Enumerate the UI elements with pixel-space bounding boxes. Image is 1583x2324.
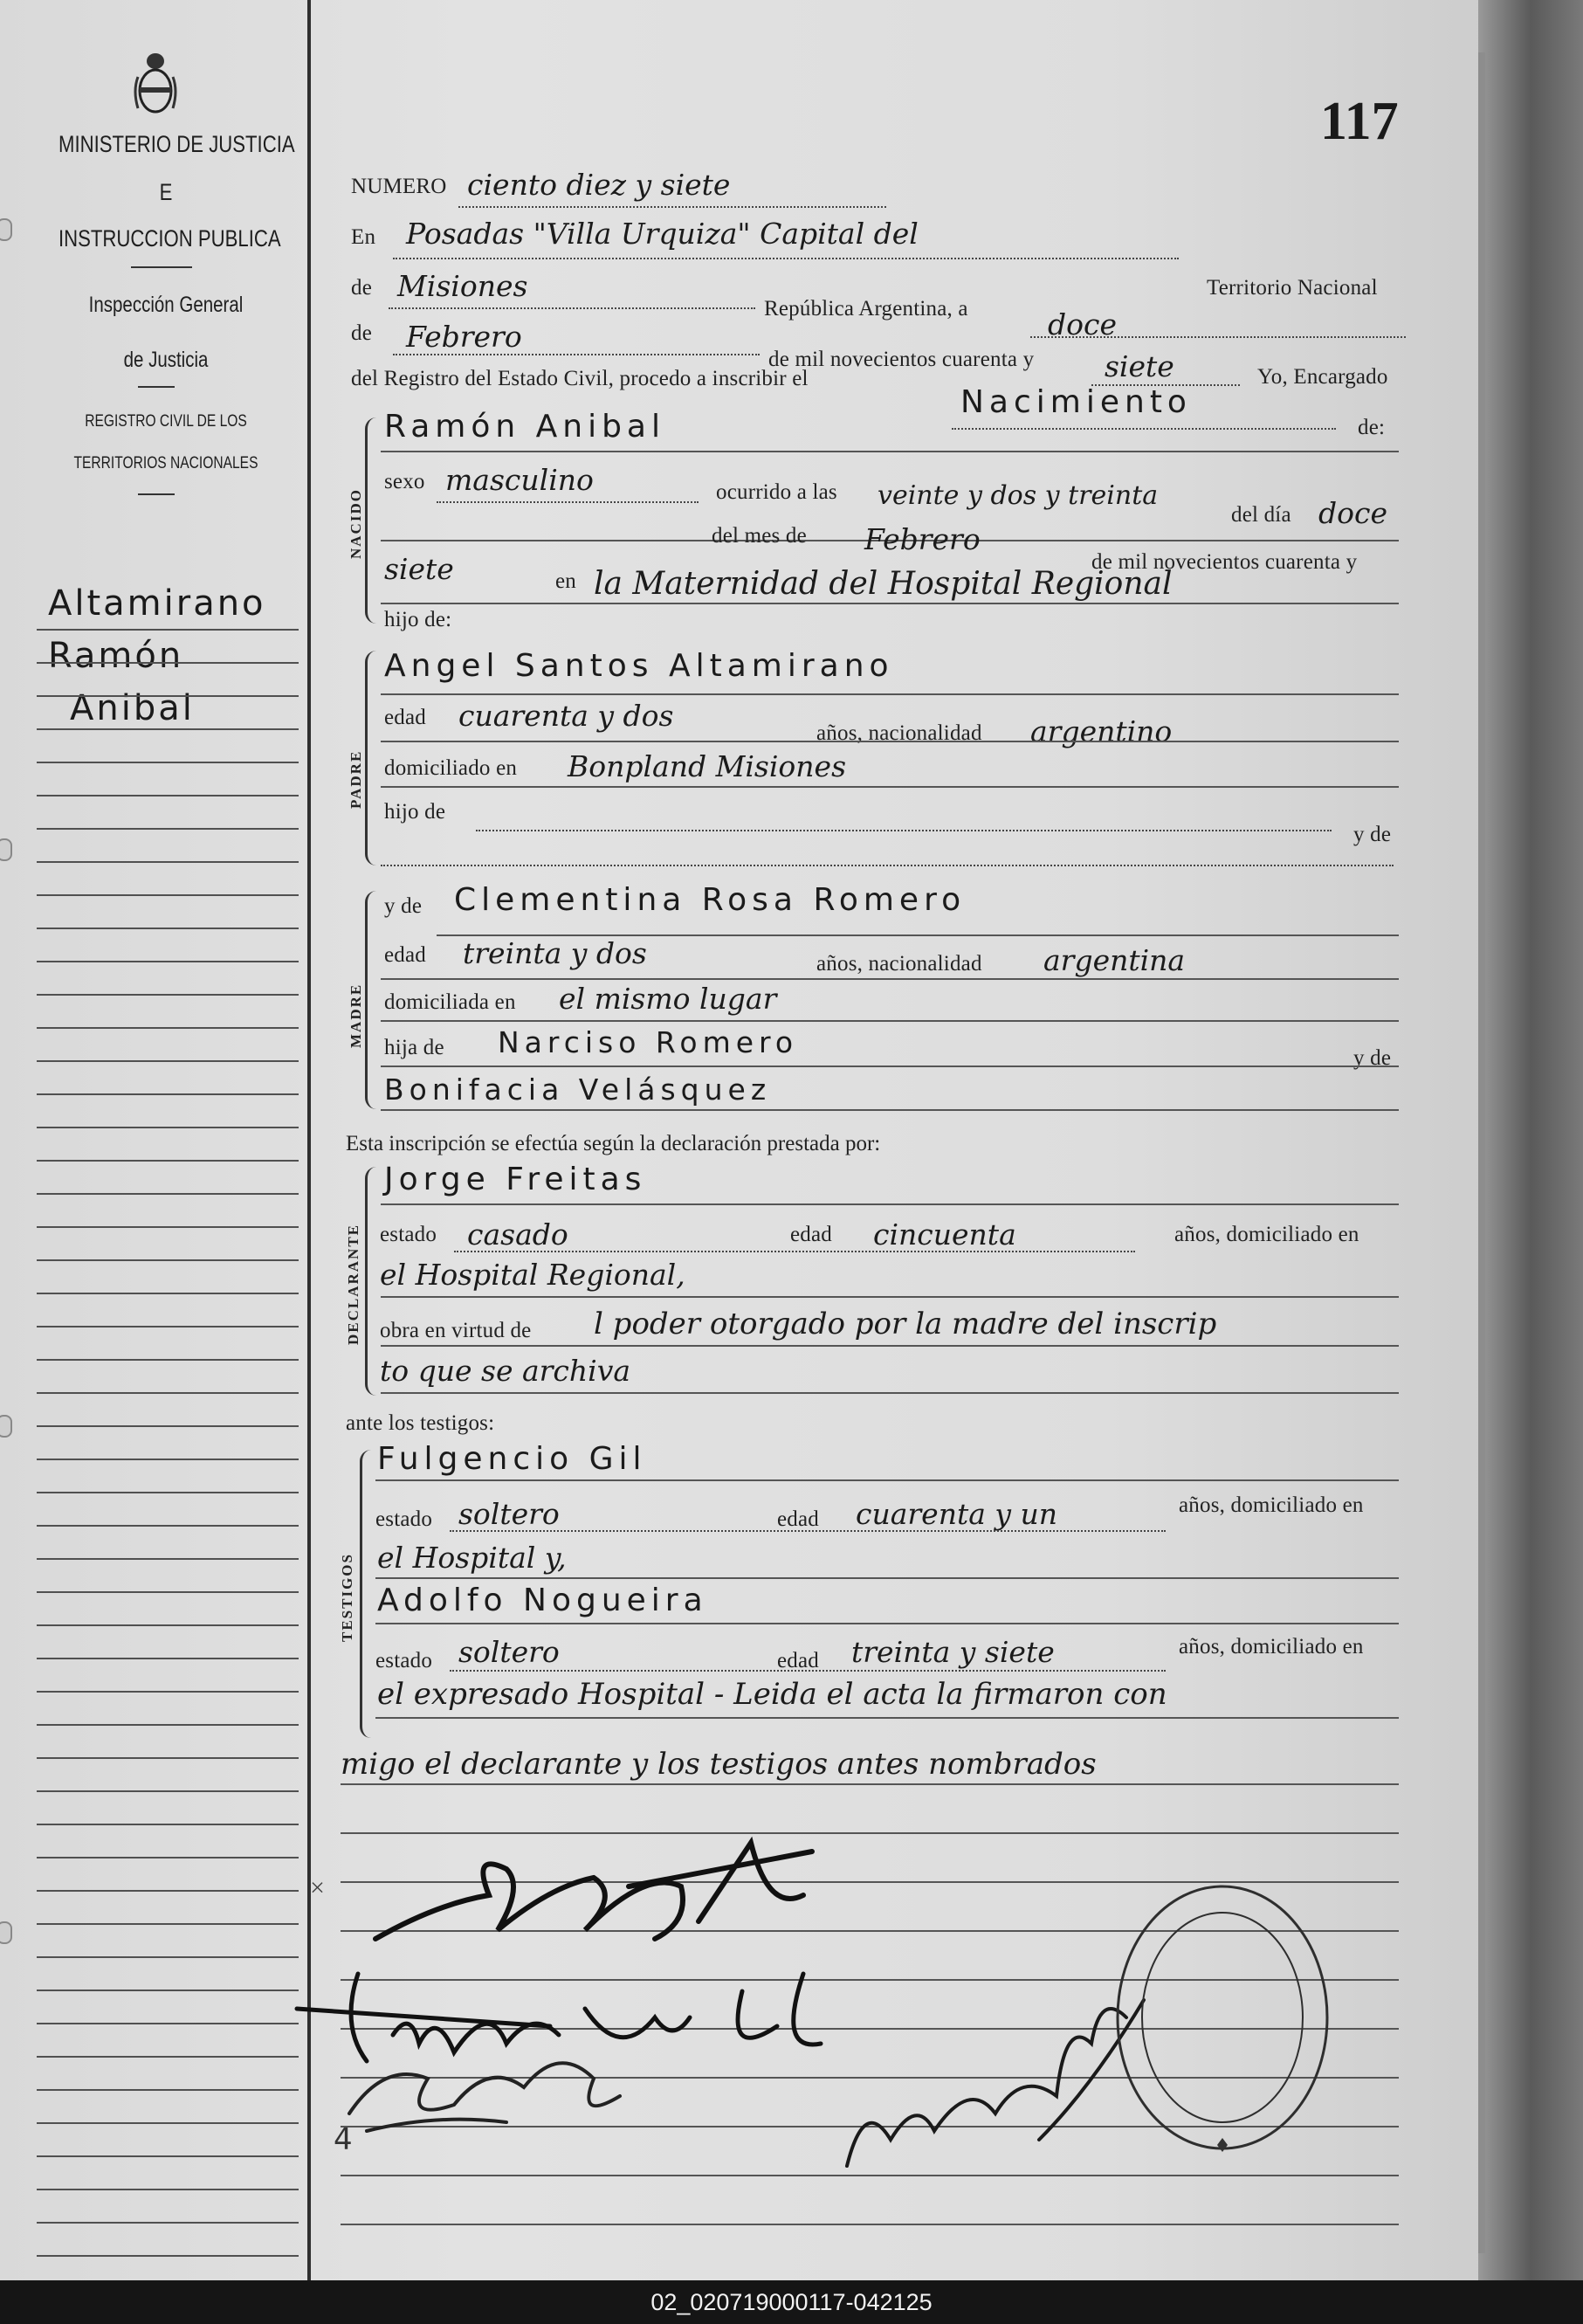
- declarante-estado-value: casado: [467, 1217, 568, 1252]
- margin-rule-line: [37, 1525, 299, 1527]
- madre-domicilio-label: domiciliada en: [384, 990, 516, 1014]
- nacido-anio-value: siete: [384, 552, 454, 586]
- declarante-edad-label: edad: [790, 1223, 832, 1246]
- hijo-label: hijo de:: [384, 608, 452, 631]
- margin-rule-line: [37, 894, 299, 896]
- margin-rule-line: [37, 1923, 299, 1925]
- margin-rule-line: [37, 2155, 299, 2157]
- yo-label: Yo, Encargado: [1257, 365, 1388, 389]
- testigo1-domicilio-value: el Hospital y,: [377, 1541, 567, 1575]
- nacido-lugar-value: la Maternidad del Hospital Regional: [594, 566, 1173, 602]
- margin-rule-line: [37, 1027, 299, 1029]
- margin-rule-line: [37, 1359, 299, 1361]
- margin-rule-line: [37, 2056, 299, 2058]
- signature-declarante: [367, 1834, 821, 1956]
- testigo2-estado-value: soltero: [458, 1635, 560, 1669]
- madre-padre-value: Narciso Romero: [498, 1025, 799, 1059]
- page-number: 117: [1320, 92, 1399, 151]
- testigos-section-label: TESTIGOS: [339, 1553, 355, 1642]
- margin-rule-line: [37, 1890, 299, 1892]
- registry-line-1: REGISTRO CIVIL DE LOS: [85, 412, 247, 431]
- ocurrido-label: ocurrido a las: [716, 480, 837, 504]
- margin-rule-line: [37, 1226, 299, 1228]
- registro-label: del Registro del Estado Civil, procedo a inscribir el: [351, 367, 809, 390]
- divider: [138, 386, 175, 388]
- margin-rule-line: [37, 928, 299, 929]
- anio-label: de mil novecientos cuarenta y: [768, 348, 1035, 371]
- obra-value: l poder otorgado por la madre del inscrip: [594, 1307, 1217, 1341]
- testigo1-edad-value: cuarenta y un: [856, 1497, 1058, 1531]
- section-brace: [365, 891, 376, 1109]
- dia-value: doce: [1048, 307, 1118, 341]
- padre-hijo-de-label: hijo de: [384, 800, 446, 824]
- margin-rule-line: [37, 1790, 299, 1792]
- margin-rule-line: [37, 828, 299, 830]
- margin-rule-line: [37, 1824, 299, 1825]
- margin-rule-line: [37, 2189, 299, 2190]
- section-brace: [365, 1167, 376, 1396]
- nacido-dia-value: doce: [1318, 496, 1388, 530]
- madre-y-de2-label: y de: [1353, 1046, 1392, 1070]
- margin-rule-line: [37, 1160, 299, 1162]
- del-dia-label: del día: [1231, 503, 1291, 527]
- margin-rule-line: [37, 1624, 299, 1626]
- testigo2-edad-value: treinta y siete: [851, 1635, 1055, 1669]
- ministry-line-2: E: [159, 179, 173, 205]
- madre-domicilio-value: el mismo lugar: [559, 982, 777, 1016]
- hora-value: veinte y dos y treinta: [878, 480, 1159, 511]
- margin-divider: [307, 0, 311, 2280]
- margin-rule-line: [37, 1293, 299, 1294]
- anio-value: siete: [1105, 349, 1174, 383]
- del-mes-label: del mes de: [712, 524, 807, 548]
- margin-rule-line: [37, 1459, 299, 1460]
- margin-rule-line: [37, 1990, 299, 1991]
- registry-line-2: TERRITORIOS NACIONALES: [73, 454, 258, 472]
- margin-rule-line: [37, 1658, 299, 1659]
- madre-edad-label: edad: [384, 943, 426, 967]
- testigos-label: ante los testigos:: [346, 1411, 495, 1435]
- margin-rule-line: [37, 1093, 299, 1095]
- sexo-label: sexo: [384, 470, 425, 493]
- declarante-domicilio-value: el Hospital Regional,: [380, 1258, 685, 1292]
- margin-rule-line: [37, 861, 299, 863]
- margin-rule-line: [37, 1060, 299, 1062]
- margin-rule-line: [37, 1492, 299, 1493]
- binding-ring-icon: [0, 1921, 12, 1944]
- binding-ring-icon: [0, 838, 12, 861]
- madre-madre-value: Bonifacia Velásquez: [384, 1072, 772, 1107]
- margin-rule-line: [37, 1127, 299, 1128]
- margin-rule-line: [37, 2255, 299, 2257]
- padre-edad-value: cuarenta y dos: [458, 699, 674, 733]
- obra-value-2: to que se archiva: [380, 1354, 631, 1388]
- nacido-anio-label: de mil novecientos cuarenta y: [1091, 550, 1358, 574]
- sexo-value: masculino: [445, 463, 594, 497]
- declarante-domicilio-label: años, domiciliado en: [1174, 1223, 1359, 1246]
- page-edge-line: [1478, 52, 1485, 2253]
- image-caption: 02_020719000117-042125: [0, 2280, 1583, 2324]
- madre-section-label: MADRE: [348, 983, 364, 1048]
- section-brace: [365, 651, 376, 865]
- de2-label: de: [351, 321, 372, 345]
- de-label: de: [351, 276, 372, 300]
- de3-label: de:: [1358, 416, 1386, 439]
- en-label: En: [351, 225, 376, 249]
- testigo1-estado-value: soltero: [458, 1497, 560, 1531]
- margin-rule-line: [37, 2122, 299, 2124]
- numero-label: NUMERO: [351, 175, 447, 198]
- padre-y-de-label: y de: [1353, 823, 1392, 846]
- declarante-section-label: DECLARANTE: [345, 1223, 361, 1345]
- provincia-value: Misiones: [397, 269, 528, 303]
- obra-label: obra en virtud de: [380, 1319, 532, 1342]
- margin-rule-line: [37, 1857, 299, 1859]
- testigo1-domicilio-label: años, domiciliado en: [1179, 1493, 1364, 1517]
- divider: [131, 266, 192, 268]
- madre-nacionalidad-label: años, nacionalidad: [816, 952, 982, 976]
- margin-rule-line: [37, 1259, 299, 1261]
- testigo2-edad-label: edad: [777, 1649, 819, 1672]
- madre-hija-de-label: hija de: [384, 1036, 444, 1059]
- cierre-text: migo el declarante y los testigos antes nombrados: [341, 1747, 1097, 1782]
- margin-rule-line: [37, 762, 299, 763]
- margin-given-name-2: Anibal: [70, 688, 195, 728]
- margin-surname: Altamirano: [48, 583, 266, 624]
- testigo2-name: Adolfo Nogueira: [377, 1583, 708, 1618]
- nacido-mes-value: Febrero: [864, 522, 981, 556]
- padre-name: Angel Santos Altamirano: [384, 648, 894, 684]
- margin-rule-line: [37, 2023, 299, 2024]
- inspection-line-2: de Justicia: [123, 348, 209, 372]
- madre-nacionalidad-value: argentina: [1043, 943, 1186, 977]
- padre-nacionalidad-value: argentino: [1030, 714, 1173, 748]
- margin-rule-line: [37, 728, 299, 730]
- margin-rule-line: [37, 1558, 299, 1560]
- madre-y-de-label: y de: [384, 894, 423, 918]
- nacido-en-label: en: [555, 569, 576, 593]
- margin-rule-line: [37, 1757, 299, 1759]
- margin-rule-line: [37, 1425, 299, 1427]
- declarante-name: Jorge Freitas: [384, 1162, 647, 1197]
- margin-rule-line: [37, 2089, 299, 2091]
- margin-rule-line: [37, 1193, 299, 1195]
- madre-edad-value: treinta y dos: [463, 936, 647, 970]
- padre-domicilio-label: domiciliado en: [384, 756, 518, 780]
- padre-edad-label: edad: [384, 706, 426, 729]
- margin-rule-line: [37, 961, 299, 962]
- testigo2-domicilio-label: años, domiciliado en: [1179, 1635, 1364, 1659]
- testigo2-domicilio-value: el expresado Hospital - Leida el acta la firmaron con: [377, 1677, 1167, 1712]
- pencil-mark: ×: [310, 1873, 325, 1902]
- declarante-estado-label: estado: [380, 1223, 437, 1246]
- binding-ring-icon: [0, 218, 12, 241]
- margin-rule-line: [37, 1956, 299, 1958]
- section-brace: [360, 1450, 371, 1738]
- margin-given-name-1: Ramón: [48, 636, 184, 676]
- margin-rule-line: [37, 795, 299, 797]
- coat-of-arms-icon: [129, 47, 182, 119]
- margin-rule-line: [37, 994, 299, 996]
- territorio-label: Territorio Nacional: [1207, 276, 1378, 300]
- numero-value: ciento diez y siete: [467, 168, 731, 202]
- declaracion-label: Esta inscripción se efectúa según la declaración prestada por:: [346, 1132, 881, 1155]
- padre-nacionalidad-label: años, nacionalidad: [816, 721, 982, 745]
- acto-value: Nacimiento: [960, 384, 1192, 420]
- ministry-line-1: MINISTERIO DE JUSTICIA: [59, 131, 295, 157]
- testigo1-estado-label: estado: [375, 1507, 433, 1531]
- ministry-line-3: INSTRUCCION PUBLICA: [59, 225, 281, 252]
- section-brace: [365, 417, 376, 624]
- margin-rule-line: [37, 1392, 299, 1394]
- mes-value: Febrero: [406, 320, 522, 354]
- testigo1-name: Fulgencio Gil: [377, 1441, 647, 1477]
- margin-rule-line: [37, 1591, 299, 1593]
- margin-rule-line: [37, 2222, 299, 2224]
- margin-rule-line: [37, 662, 299, 664]
- nacido-name: Ramón Anibal: [384, 409, 665, 445]
- declarante-edad-value: cincuenta: [873, 1217, 1016, 1252]
- republica-label: República Argentina, a: [764, 297, 968, 321]
- margin-rule-line: [37, 1691, 299, 1693]
- margin-rule-line: [37, 1724, 299, 1726]
- margin-rule-line: [37, 695, 299, 697]
- book-edge: [1478, 0, 1583, 2280]
- pencil-mark: 4: [334, 2122, 353, 2157]
- inspection-line-1: Inspección General: [88, 293, 244, 317]
- testigo1-edad-label: edad: [777, 1507, 819, 1531]
- en-value: Posadas "Villa Urquiza" Capital del: [406, 217, 919, 251]
- margin-rule-line: [37, 1326, 299, 1328]
- official-seal-stamp: [1109, 1878, 1336, 2157]
- nacido-section-label: NACIDO: [348, 488, 364, 559]
- padre-section-label: PADRE: [348, 749, 364, 809]
- binding-ring-icon: [0, 1415, 12, 1438]
- signature-testigo-2: [332, 2026, 646, 2140]
- divider: [138, 493, 175, 495]
- testigo2-estado-label: estado: [375, 1649, 433, 1672]
- margin-rule-line: [37, 629, 299, 631]
- padre-domicilio-value: Bonpland Misiones: [568, 749, 847, 783]
- madre-name: Clementina Rosa Romero: [454, 882, 967, 918]
